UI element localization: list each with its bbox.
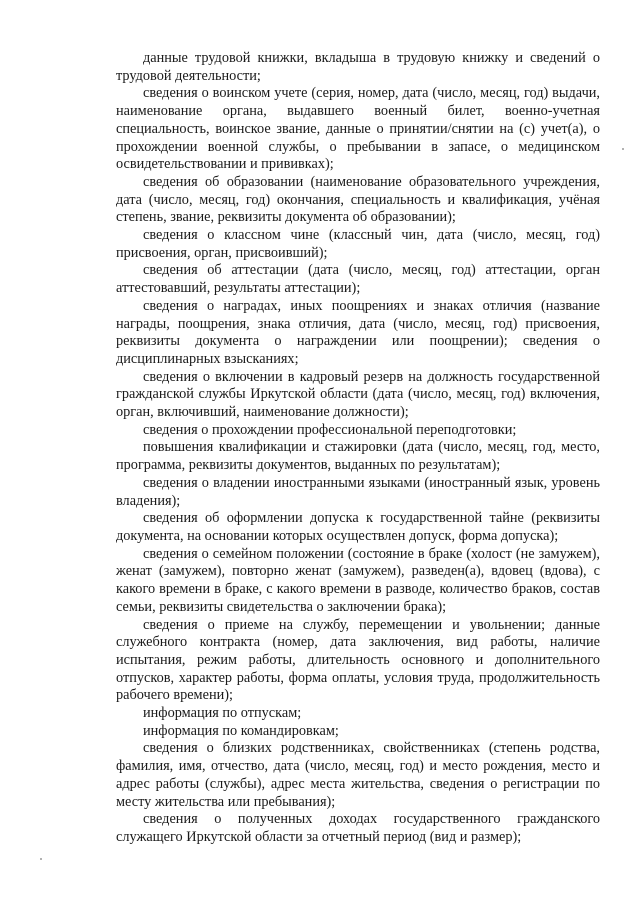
paragraph-business-trips: информация по командировкам; (143, 722, 339, 739)
paragraph-retraining: сведения о прохождении профессиональной переподготовки; (143, 421, 517, 438)
document-body (116, 50, 600, 847)
paragraph-personnel-reserve: сведения о включении в кадровый резерв на должность государственной гражданской службы Иркутской области (дата (число, месяц, год) включения, орган, включивший, наименование должности); (116, 368, 600, 421)
paragraph-education: сведения об образовании (наименование образовательного учреждения, дата (число, месяц, год) окончания, специальность и квалификация, учёная степень, звание, реквизиты документа об образовании); (116, 173, 600, 226)
paragraph-awards: сведения о наградах, иных поощрениях и знаках отличия (название награды, поощрения, знака отличия, дата (число, месяц, год) присвоения, реквизиты документа о награждении или поощрении); сведения о дисциплинарных взысканиях; (116, 297, 600, 367)
paragraph-marital-status: сведения о семейном положении (состояние в браке (холост (не замужем), женат (замужем), повторно женат (замужем), разведен(а), вдовец (вдова), с какого времени в браке, с какого времени в разводе, количество браков, состав семьи, реквизиты свидетельства о заключении брака); (116, 545, 600, 615)
paragraph-military-record: сведения о воинском учете (серия, номер, дата (число, месяц, год) выдачи, наименование органа, выдавшего военный билет, военно-учетная специальность, воинское звание, данные о принятии/снятии на (с) учет(а), о прохождении военной службы, о пребывании в запасе, о медицинском освидетельствовании и прививках); (116, 85, 600, 173)
paragraph-languages: сведения о владении иностранными языками (иностранный язык, уровень владения); (116, 474, 600, 509)
scan-speck (40, 858, 42, 860)
paragraph-vacations: информация по отпускам; (143, 705, 302, 722)
paragraph-state-secret-access: сведения об оформлении допуска к государственной тайне (реквизиты документа, на основании которых осуществлен допуск, форма допуска); (116, 510, 600, 544)
paragraph-qualification: повышения квалификации и стажировки (дата (число, месяц, год, место, программа, реквизиты документов, выданных по результатам); (116, 439, 600, 474)
paragraph-labor-book: данные трудовой книжки, вкладыша в трудовую книжку и сведений о трудовой деятельности; (116, 50, 600, 84)
paragraph-income: сведения о полученных доходах государственного гражданского служащего Иркутской области за отчетный период (вид и размер); (116, 811, 600, 845)
paragraph-employment-contract: сведения о приеме на службу, перемещении и увольнении; данные служебного контракта (номер, дата заключения, вид работы, наличие испытания, режим работы, длительность основного и дополнительного отпусков, характер работы, форма оплаты, условия труда, продолжительность рабочего времени); (116, 616, 600, 704)
scan-speck (622, 148, 624, 150)
paragraph-relatives: сведения о близких родственниках, свойственниках (степень родства, фамилия, имя, отчество, дата (число, месяц, год) и место рождения, место и адрес работы (службы), адрес места жительства, сведения о регистрации по месту жительства или пребывания); (116, 740, 600, 810)
paragraph-attestation: сведения об аттестации (дата (число, месяц, год) аттестации, орган аттестовавший, результаты аттестации); (116, 262, 600, 297)
paragraph-class-rank: сведения о классном чине (классный чин, дата (число, месяц, год) присвоения, орган, присвоивший); (116, 227, 600, 261)
